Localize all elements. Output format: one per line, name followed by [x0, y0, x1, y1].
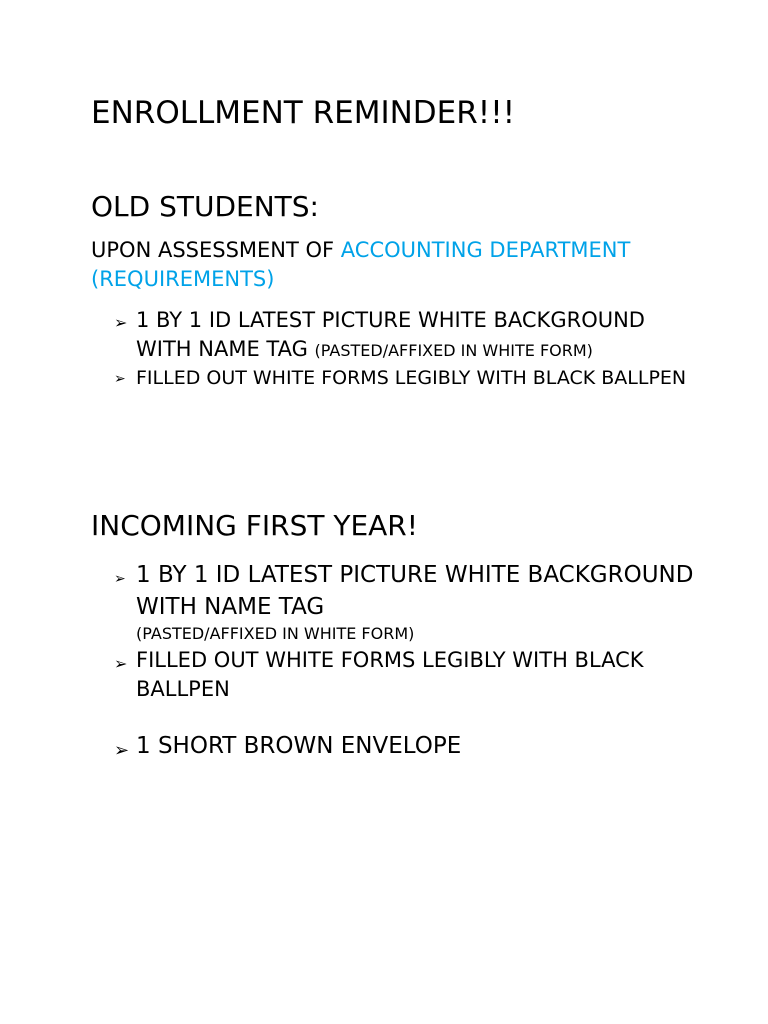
requirement-text: 1 SHORT BROWN ENVELOPE	[136, 733, 462, 759]
old-students-requirements-list	[114, 306, 694, 391]
requirement-note: (PASTED/AFFIXED IN WHITE FORM)	[136, 624, 415, 643]
requirement-text: FILLED OUT WHITE FORMS LEGIBLY WITH BLACK BALLPEN	[136, 367, 687, 389]
intro-text: UPON ASSESSMENT OF	[91, 238, 341, 262]
accounting-department-highlight: ACCOUNTING DEPARTMENT (REQUIREMENTS)	[91, 238, 631, 291]
incoming-first-year-heading: INCOMING FIRST YEAR!	[91, 509, 418, 542]
arrow-bullet-icon: ➢	[114, 740, 130, 761]
list-item	[114, 366, 694, 391]
requirement-note: (PASTED/AFFIXED IN WHITE FORM)	[314, 341, 593, 360]
list-item	[114, 559, 694, 645]
old-students-heading: OLD STUDENTS:	[91, 190, 319, 223]
arrow-bullet-icon: ➢	[114, 654, 128, 673]
page-title: ENROLLMENT REMINDER!!!	[91, 95, 516, 131]
arrow-bullet-icon: ➢	[114, 313, 128, 332]
arrow-bullet-icon: ➢	[114, 371, 126, 387]
list-item	[114, 646, 694, 704]
requirement-text: 1 BY 1 ID LATEST PICTURE WHITE BACKGROUND WITH NAME TAG	[136, 308, 645, 361]
requirement-text: 1 BY 1 ID LATEST PICTURE WHITE BACKGROUND WITH NAME TAG	[136, 562, 694, 620]
list-item	[114, 730, 694, 762]
list-item	[114, 306, 694, 364]
requirement-text: FILLED OUT WHITE FORMS LEGIBLY WITH BLACK BALLPEN	[136, 648, 644, 701]
old-students-intro	[91, 236, 691, 294]
arrow-bullet-icon: ➢	[114, 571, 126, 587]
first-year-requirements-list	[114, 559, 694, 762]
